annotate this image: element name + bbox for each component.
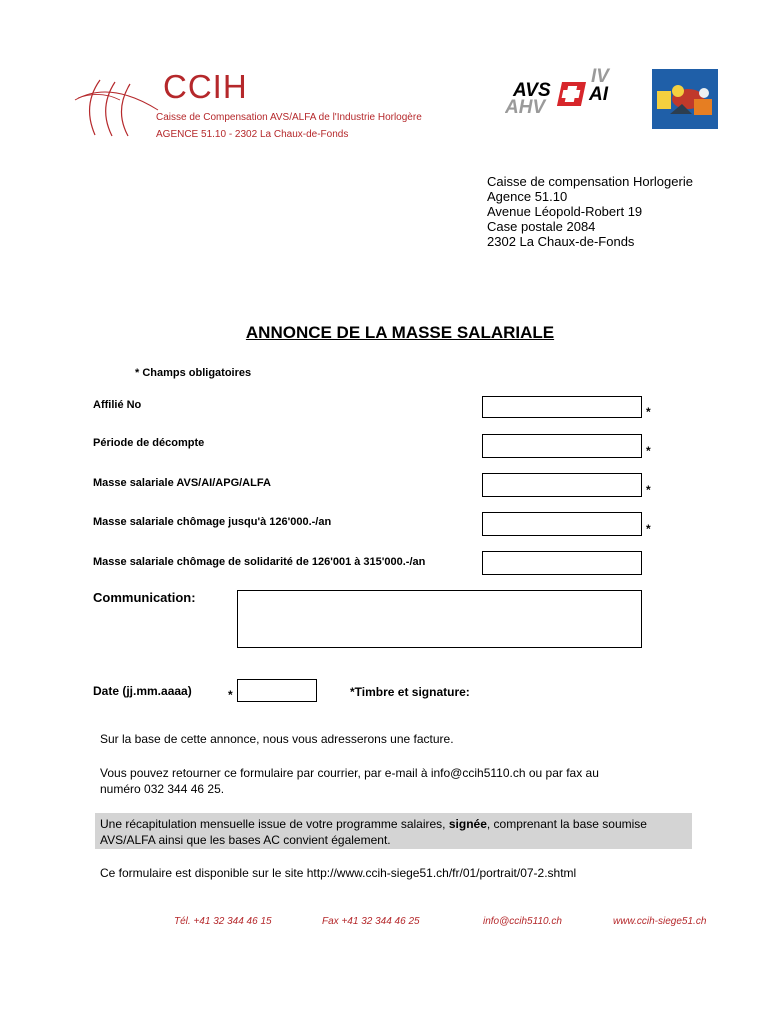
recap-text-bold: signée [448,817,487,831]
footer-phone: Tél. +41 32 344 46 15 [174,916,272,927]
required-star: * [646,483,651,497]
address-line: Case postale 2084 [487,219,596,234]
footer-website[interactable]: www.ccih-siege51.ch [613,916,707,927]
affiliate-no-input[interactable] [482,396,642,418]
avs-logo-avs: AVS [513,80,551,101]
crest-logo [652,69,718,129]
recipient-address [487,174,693,249]
avs-logo-ahv: AHV [505,97,546,116]
communication-textarea[interactable] [237,590,642,648]
required-star: * [646,405,651,419]
avs-ai-logo [505,68,625,116]
period-input[interactable] [482,434,642,458]
availability-note: Ce formulaire est disponible sur le site http://www.ccih-siege51.ch/fr/01/portrait/07-2.shtml [100,866,577,880]
footer-email[interactable]: info@ccih5110.ch [483,916,562,927]
date-label: Date (jj.mm.aaaa) [93,684,192,698]
org-name: CCIH [163,68,248,105]
recap-text-before: Une récapitulation mensuelle issue de votre programme salaires, [100,817,446,831]
org-agency: AGENCE 51.10 - 2302 La Chaux-de-Fonds [156,129,349,140]
required-star: * [646,522,651,536]
ccih-swoosh-logo [70,70,160,140]
field-label-solidarity-salary: Masse salariale chômage de solidarité de 126'001 à 315'000.-/an [93,556,426,568]
org-subtitle: Caisse de Compensation AVS/ALFA de l'Industrie Horlogère [156,112,422,123]
required-star: * [646,444,651,458]
field-label-avs-salary: Masse salariale AVS/AI/APG/ALFA [93,477,271,489]
avs-logo-ai: AI [589,84,608,105]
address-line: Caisse de compensation Horlogerie [487,174,693,189]
invoice-note: Sur la base de cette annonce, nous vous adresserons une facture. [100,732,454,746]
monthly-recap-note [100,816,647,848]
return-instructions-line1: Vous pouvez retourner ce formulaire par courrier, par e-mail à info@ccih5110.ch ou par fax au [100,766,599,780]
address-line: 2302 La Chaux-de-Fonds [487,234,635,249]
address-line: Avenue Léopold-Robert 19 [487,204,643,219]
communication-label: Communication: [93,590,196,605]
field-label-unemployment-salary: Masse salariale chômage jusqu'à 126'000.-/an [93,516,332,528]
required-fields-note: * Champs obligatoires [135,367,252,379]
solidarity-salary-input[interactable] [482,551,642,575]
return-instructions-line2: numéro 032 344 46 25. [100,782,225,796]
required-star: * [228,688,233,702]
signature-label: *Timbre et signature: [350,685,470,699]
unemployment-salary-input[interactable] [482,512,642,536]
address-line: Agence 51.10 [487,189,568,204]
return-instructions [100,765,599,797]
field-label-period: Période de décompte [93,437,205,449]
date-input[interactable] [237,679,317,702]
recap-text-after: , comprenant la base soumise [486,817,647,831]
footer-fax: Fax +41 32 344 46 25 [322,916,420,927]
avs-salary-input[interactable] [482,473,642,497]
avs-logo-iv: IV [591,68,609,87]
field-label-affiliate-no: Affilié No [93,399,142,411]
document-title: ANNONCE DE LA MASSE SALARIALE [245,323,555,342]
recap-text-line2: AVS/ALFA ainsi que les bases AC convient également. [100,833,391,847]
